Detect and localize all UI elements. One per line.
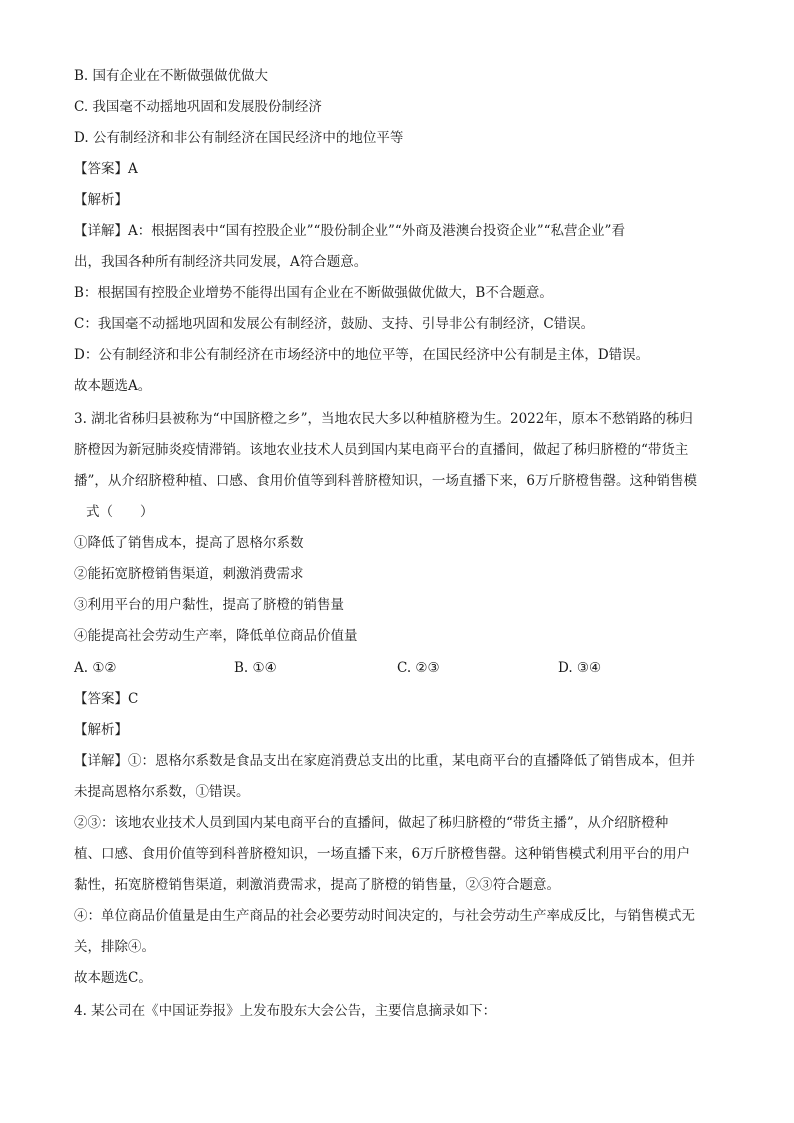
choice-b: B. ①④ [234,660,277,676]
q3-detail-line: ②③：该地农业技术人员到国内某电商平台的直播间，做起了秭归脐橙的“带货主播”，从介绍脐橙种 [74,815,669,831]
choice-a: A. ①② [74,660,117,676]
q3-detail-line: 植、口感、食用价值等到科普脐橙知识，一场直播下来，6万斤脐橙售罄。这种销售模式利用平台的用户 [74,846,691,862]
q3-detail-line: 【详解】①：恩格尔系数是食品支出在家庭消费总支出的比重，某电商平台的直播降低了销售成本，但并 [74,753,695,769]
q3-detail-line: 未提高恩格尔系数，①错误。 [74,784,250,800]
q3-stem-line: 脐橙因为新冠肺炎疫情滞销。该地农业技术人员到国内某电商平台的直播间，做起了秭归脐橙的“带货主 [74,442,689,458]
q2-answer: 【答案】A [74,161,138,177]
q3-conclusion: 故本题选C。 [74,970,152,986]
q3-item-3: ③利用平台的用户黏性，提高了脐橙的销售量 [74,597,344,613]
q3-stem-line: 式（ ） [86,504,154,520]
q3-item-4: ④能提高社会劳动生产率，降低单位商品价值量 [74,628,358,644]
q3-stem-line: 播”，从介绍脐橙种植、口感、食用价值等到科普脐橙知识，一场直播下来，6万斤脐橙售罄。这种销售模 [74,473,697,489]
option-b: B. 国有企业在不断做强做优做大 [74,68,269,84]
q2-detail-line: 出，我国各种所有制经济共同发展，A符合题意。 [74,254,368,270]
option-d: D. 公有制经济和非公有制经济在国民经济中的地位平等 [74,130,404,146]
q3-detail-line: ④：单位商品价值量是由生产商品的社会必要劳动时间决定的，与社会劳动生产率成反比，与销售模式无 [74,908,695,924]
q2-analysis-label: 【解析】 [74,192,128,208]
q3-stem-line: 3. 湖北省秭归县被称为“中国脐橙之乡”，当地农民大多以种植脐橙为生。2022年，原本不愁销路的秭归 [74,411,693,427]
q3-detail-line: 关，排除④。 [74,939,155,955]
choice-d: D. ③④ [558,660,602,676]
q2-conclusion: 故本题选A。 [74,378,152,394]
option-c: C. 我国毫不动摇地巩固和发展股份制经济 [74,99,322,115]
q3-detail-line: 黏性，拓宽脐橙销售渠道，刺激消费需求，提高了脐橙的销售量，②③符合题意。 [74,877,560,893]
q2-detail-line: C：我国毫不动摇地巩固和发展公有制经济，鼓励、支持、引导非公有制经济，C错误。 [74,316,595,332]
q3-item-2: ②能拓宽脐橙销售渠道，刺激消费需求 [74,566,304,582]
q2-detail-line: D：公有制经济和非公有制经济在市场经济中的地位平等，在国民经济中公有制是主体，D错误。 [74,347,650,363]
q3-item-1: ①降低了销售成本，提高了恩格尔系数 [74,535,304,551]
choice-c: C. ②③ [397,660,440,676]
q3-answer: 【答案】C [74,691,139,707]
q4-stem: 4. 某公司在《中国证券报》上发布股东大会公告，主要信息摘录如下： [74,1003,497,1019]
q3-analysis-label: 【解析】 [74,722,128,738]
q2-detail-line: 【详解】A：根据图表中“国有控股企业”“股份制企业”“外商及港澳台投资企业”“私营企业”看 [74,223,625,239]
q2-detail-line: B：根据国有控股企业增势不能得出国有企业在不断做强做优做大，B不合题意。 [74,285,553,301]
